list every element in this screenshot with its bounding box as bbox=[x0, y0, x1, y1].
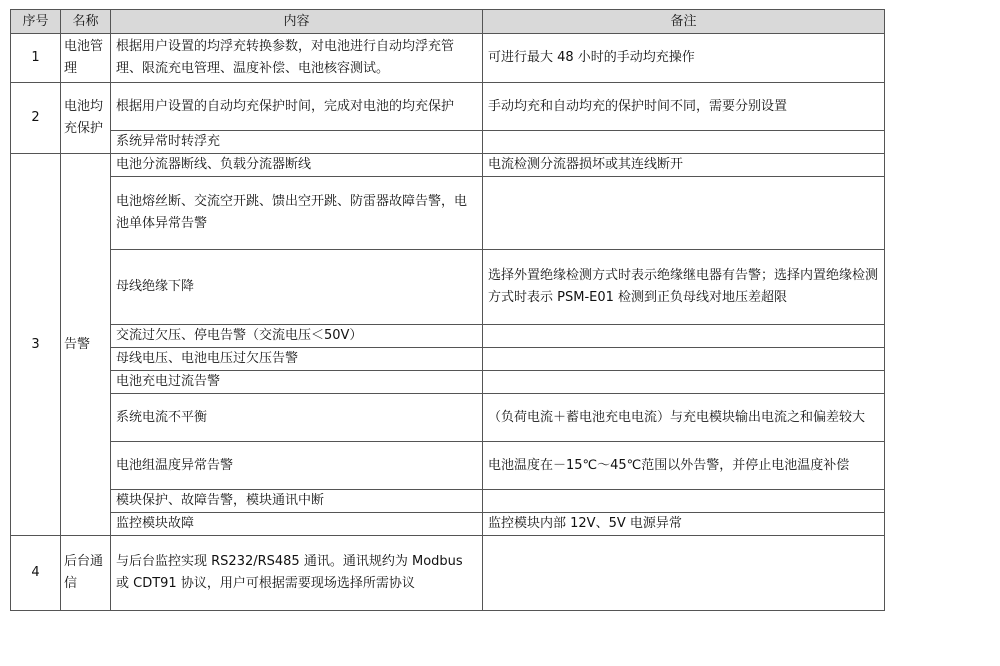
row-note: 电池温度在－15℃～45℃范围以外告警，并停止电池温度补偿 bbox=[483, 442, 885, 490]
row-content: 母线电压、电池电压过欠压告警 bbox=[111, 348, 483, 371]
row-note: 监控模块内部 12V、5V 电源异常 bbox=[483, 513, 885, 536]
row-note: 可进行最大 48 小时的手动均充操作 bbox=[483, 34, 885, 83]
header-row bbox=[11, 10, 885, 34]
header-no: 序号 bbox=[11, 10, 61, 34]
header-note: 备注 bbox=[483, 10, 885, 34]
header-content: 内容 bbox=[111, 10, 483, 34]
row-note bbox=[483, 536, 885, 611]
table-row bbox=[11, 348, 885, 371]
row-content: 电池分流器断线、负载分流器断线 bbox=[111, 154, 483, 177]
row-note: 手动均充和自动均充的保护时间不同，需要分别设置 bbox=[483, 83, 885, 131]
table-row bbox=[11, 442, 885, 490]
row-content: 电池充电过流告警 bbox=[111, 371, 483, 394]
row-note: 选择外置绝缘检测方式时表示绝缘继电器有告警；选择内置绝缘检测方式时表示 PSM-E01 检测到正负母线对地压差超限 bbox=[483, 250, 885, 325]
row-content: 交流过欠压、停电告警（交流电压＜50V） bbox=[111, 325, 483, 348]
table-row bbox=[11, 154, 885, 177]
row-no: 4 bbox=[11, 536, 61, 611]
row-content: 根据用户设置的均浮充转换参数，对电池进行自动均浮充管理、限流充电管理、温度补偿、电池核容测试。 bbox=[111, 34, 483, 83]
table-row bbox=[11, 490, 885, 513]
table-row bbox=[11, 371, 885, 394]
row-content: 系统电流不平衡 bbox=[111, 394, 483, 442]
row-content: 根据用户设置的自动均充保护时间，完成对电池的均充保护 bbox=[111, 83, 483, 131]
row-name: 电池均充保护 bbox=[61, 83, 111, 154]
row-content: 电池熔丝断、交流空开跳、馈出空开跳、防雷器故障告警，电池单体异常告警 bbox=[111, 177, 483, 250]
row-name: 电池管理 bbox=[61, 34, 111, 83]
header-name: 名称 bbox=[61, 10, 111, 34]
row-content: 母线绝缘下降 bbox=[111, 250, 483, 325]
row-note: （负荷电流＋蓄电池充电电流）与充电模块输出电流之和偏差较大 bbox=[483, 394, 885, 442]
row-no: 3 bbox=[11, 154, 61, 536]
table-row bbox=[11, 250, 885, 325]
row-no: 2 bbox=[11, 83, 61, 154]
table-row bbox=[11, 394, 885, 442]
row-note bbox=[483, 131, 885, 154]
table-row bbox=[11, 513, 885, 536]
table-row bbox=[11, 536, 885, 611]
row-note bbox=[483, 348, 885, 371]
row-name: 后台通信 bbox=[61, 536, 111, 611]
row-note bbox=[483, 371, 885, 394]
table-row bbox=[11, 83, 885, 131]
row-note: 电流检测分流器损坏或其连线断开 bbox=[483, 154, 885, 177]
row-note bbox=[483, 325, 885, 348]
table-row bbox=[11, 131, 885, 154]
row-content: 与后台监控实现 RS232/RS485 通讯。通讯规约为 Modbus 或 CDT91 协议，用户可根据需要现场选择所需协议 bbox=[111, 536, 483, 611]
table-row bbox=[11, 325, 885, 348]
row-note bbox=[483, 177, 885, 250]
row-no: 1 bbox=[11, 34, 61, 83]
table-row bbox=[11, 34, 885, 83]
row-content: 电池组温度异常告警 bbox=[111, 442, 483, 490]
function-table bbox=[10, 9, 885, 611]
row-content: 监控模块故障 bbox=[111, 513, 483, 536]
row-content: 系统异常时转浮充 bbox=[111, 131, 483, 154]
row-name: 告警 bbox=[61, 154, 111, 536]
row-note bbox=[483, 490, 885, 513]
table-row bbox=[11, 177, 885, 250]
row-content: 模块保护、故障告警，模块通讯中断 bbox=[111, 490, 483, 513]
